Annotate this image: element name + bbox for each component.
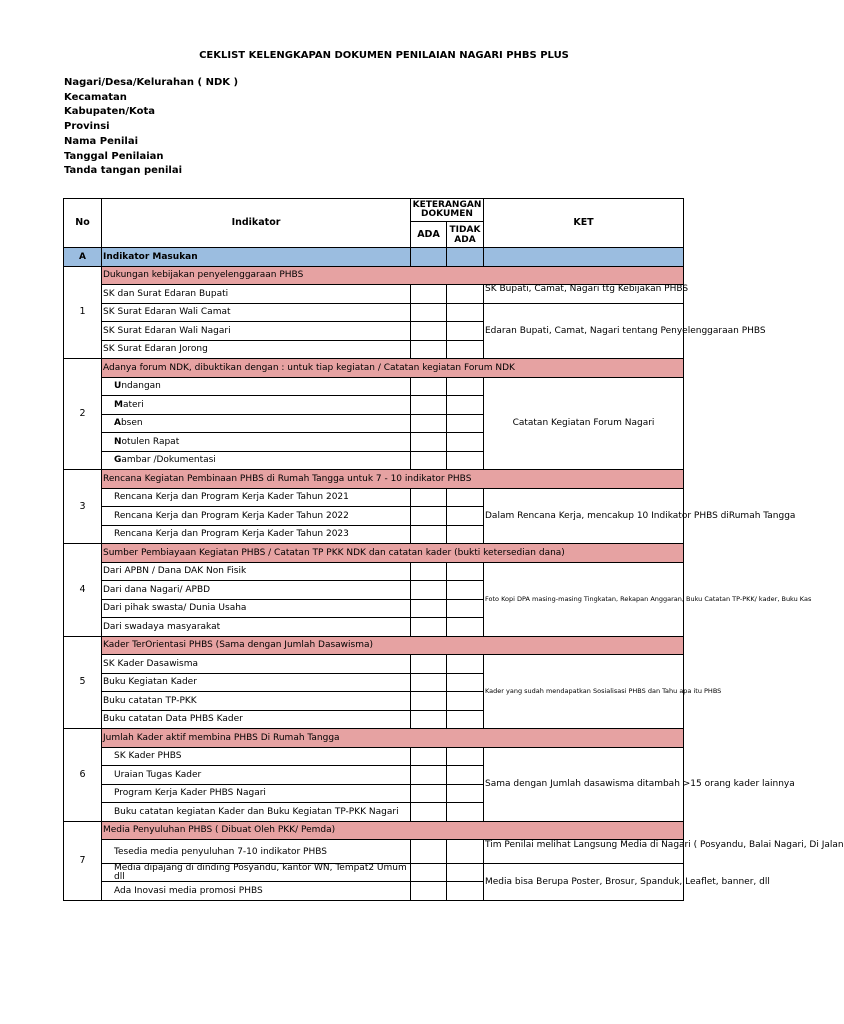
ada-checkbox-cell[interactable] [411, 507, 447, 526]
group-heading: Kader TerOrientasi PHBS (Sama dengan Jumlah Dasawisma) [102, 636, 684, 655]
table-row [64, 562, 684, 581]
indicator-item [102, 396, 411, 415]
group-heading: Jumlah Kader aktif membina PHBS Di Rumah Tangga [102, 729, 684, 748]
tidak-ada-checkbox-cell[interactable] [447, 882, 484, 901]
ada-checkbox-cell[interactable] [411, 340, 447, 359]
ada-checkbox-cell[interactable] [411, 303, 447, 322]
row-number: 5 [64, 636, 102, 729]
tidak-ada-checkbox-cell[interactable] [447, 377, 484, 396]
tidak-ada-checkbox-cell[interactable] [447, 414, 484, 433]
group-heading-row [64, 821, 684, 840]
table-row [64, 488, 684, 507]
ada-checkbox-cell[interactable] [411, 882, 447, 901]
table-row [64, 655, 684, 674]
indicator-item: SK Surat Edaran Jorong [102, 340, 411, 359]
tidak-ada-checkbox-cell[interactable] [447, 618, 484, 637]
indicator-item: Buku catatan TP-PKK [102, 692, 411, 711]
header-tidak-ada: TIDAK ADA [447, 222, 484, 248]
ada-checkbox-cell[interactable] [411, 451, 447, 470]
table-row [64, 840, 684, 864]
tidak-ada-checkbox-cell[interactable] [447, 525, 484, 544]
indicator-item: Rencana Kerja dan Program Kerja Kader Tahun 2022 [102, 507, 411, 526]
table-row [64, 864, 684, 882]
row-number: 4 [64, 544, 102, 637]
item-initial: N [114, 436, 122, 447]
indicator-item [102, 451, 411, 470]
row-number: 1 [64, 266, 102, 359]
indicator-item [102, 414, 411, 433]
tidak-ada-checkbox-cell[interactable] [447, 655, 484, 674]
ada-checkbox-cell[interactable] [411, 433, 447, 452]
indicator-item: Ada Inovasi media promosi PHBS [102, 882, 411, 901]
tidak-ada-checkbox-cell[interactable] [447, 784, 484, 803]
tidak-ada-checkbox-cell[interactable] [447, 451, 484, 470]
indicator-item: Media dipajang di dinding Posyandu, kantor WN, Tempat2 Umum dll [102, 864, 411, 882]
tidak-ada-checkbox-cell[interactable] [447, 692, 484, 711]
info-field-nama-penilai: Nama Penilai [64, 135, 139, 147]
tidak-ada-checkbox-cell[interactable] [447, 840, 484, 864]
indicator-item: Uraian Tugas Kader [102, 766, 411, 785]
checklist-table [63, 198, 844, 901]
ada-checkbox-cell[interactable] [411, 581, 447, 600]
info-field-tanggal: Tanggal Penilaian [64, 150, 164, 162]
ada-checkbox-cell[interactable] [411, 747, 447, 766]
tidak-ada-checkbox-cell[interactable] [447, 766, 484, 785]
section-code: A [64, 248, 102, 267]
indicator-item: Program Kerja Kader PHBS Nagari [102, 784, 411, 803]
table-row [64, 285, 684, 304]
tidak-ada-checkbox-cell[interactable] [447, 322, 484, 341]
tidak-ada-checkbox-cell[interactable] [447, 303, 484, 322]
indicator-item: Dari dana Nagari/ APBD [102, 581, 411, 600]
tidak-ada-checkbox-cell[interactable] [447, 562, 484, 581]
tidak-ada-checkbox-cell[interactable] [447, 747, 484, 766]
group-heading: Rencana Kegiatan Pembinaan PHBS di Rumah Tangga untuk 7 - 10 indikator PHBS [102, 470, 684, 489]
item-text: otulen Rapat [121, 436, 180, 447]
ada-checkbox-cell[interactable] [411, 784, 447, 803]
section-ket-cell [484, 248, 684, 267]
header-ket: KET [484, 199, 684, 248]
section-tidak-cell [447, 248, 484, 267]
section-label: Indikator Masukan [102, 248, 411, 267]
ada-checkbox-cell[interactable] [411, 414, 447, 433]
item-initial: U [114, 381, 122, 392]
indicator-item: SK Kader PHBS [102, 747, 411, 766]
ket-note: Kader yang sudah mendapatkan Sosialisasi PHBS dan Tahu apa itu PHBS [484, 655, 684, 729]
tidak-ada-checkbox-cell[interactable] [447, 340, 484, 359]
tidak-ada-checkbox-cell[interactable] [447, 433, 484, 452]
ada-checkbox-cell[interactable] [411, 864, 447, 882]
header-keterangan-dokumen: KETERANGAN DOKUMEN [411, 199, 484, 222]
ada-checkbox-cell[interactable] [411, 396, 447, 415]
ada-checkbox-cell[interactable] [411, 377, 447, 396]
indicator-item: Rencana Kerja dan Program Kerja Kader Tahun 2023 [102, 525, 411, 544]
indicator-item: Buku catatan kegiatan Kader dan Buku Kegiatan TP-PKK Nagari [102, 803, 411, 822]
ada-checkbox-cell[interactable] [411, 655, 447, 674]
info-field-kecamatan: Kecamatan [64, 91, 127, 103]
ada-checkbox-cell[interactable] [411, 840, 447, 864]
tidak-ada-checkbox-cell[interactable] [447, 673, 484, 692]
table-row [64, 377, 684, 396]
ket-note: Edaran Bupati, Camat, Nagari tentang Penyelenggaraan PHBS [484, 303, 684, 359]
indicator-item: Buku catatan Data PHBS Kader [102, 710, 411, 729]
item-initial: M [114, 399, 123, 410]
header-indikator: Indikator [102, 199, 411, 248]
section-row [64, 248, 684, 267]
ada-checkbox-cell[interactable] [411, 710, 447, 729]
ket-note: Dalam Rencana Kerja, mencakup 10 Indikator PHBS diRumah Tangga [484, 488, 684, 544]
indicator-item: Dari APBN / Dana DAK Non Fisik [102, 562, 411, 581]
group-heading-row [64, 729, 684, 748]
indicator-item [102, 377, 411, 396]
tidak-ada-checkbox-cell[interactable] [447, 581, 484, 600]
item-text: ateri [122, 399, 144, 410]
group-heading-row [64, 544, 684, 563]
tidak-ada-checkbox-cell[interactable] [447, 864, 484, 882]
tidak-ada-checkbox-cell[interactable] [447, 599, 484, 618]
indicator-item: SK dan Surat Edaran Bupati [102, 285, 411, 304]
group-heading: Media Penyuluhan PHBS ( Dibuat Oleh PKK/ Pemda) [102, 821, 684, 840]
ada-checkbox-cell[interactable] [411, 692, 447, 711]
ket-note: Media bisa Berupa Poster, Brosur, Spanduk, Leaflet, banner, dll [484, 864, 684, 901]
item-text: ambar /Dokumentasi [121, 455, 216, 466]
item-text: ndangan [121, 381, 161, 392]
ket-note: Tim Penilai melihat Langsung Media di Nagari ( Posyandu, Balai Nagari, Di Jalan [484, 840, 684, 864]
ada-checkbox-cell[interactable] [411, 562, 447, 581]
group-heading: Dukungan kebijakan penyelenggaraan PHBS [102, 266, 684, 285]
ada-checkbox-cell[interactable] [411, 599, 447, 618]
indicator-item: Buku Kegiatan Kader [102, 673, 411, 692]
header-ada: ADA [411, 222, 447, 248]
info-field-nagari: Nagari/Desa/Kelurahan ( NDK ) [64, 77, 239, 88]
row-number: 7 [64, 821, 102, 900]
tidak-ada-checkbox-cell[interactable] [447, 803, 484, 822]
tidak-ada-checkbox-cell[interactable] [447, 285, 484, 304]
indicator-item: SK Surat Edaran Wali Camat [102, 303, 411, 322]
ket-note: SK Bupati, Camat, Nagari ttg Kebijakan PHBS [484, 285, 684, 304]
group-heading-row [64, 359, 684, 378]
indicator-item: SK Kader Dasawisma [102, 655, 411, 674]
indicator-item [102, 433, 411, 452]
tidak-ada-checkbox-cell[interactable] [447, 488, 484, 507]
ket-note: Sama dengan Jumlah dasawisma ditambah >15 orang kader lainnya [484, 747, 684, 821]
info-fields [64, 76, 238, 179]
ada-checkbox-cell[interactable] [411, 488, 447, 507]
ada-checkbox-cell[interactable] [411, 803, 447, 822]
group-heading: Adanya forum NDK, dibuktikan dengan : untuk tiap kegiatan / Catatan kegiatan Forum NDK [102, 359, 684, 378]
table-row [64, 303, 684, 322]
row-number: 2 [64, 359, 102, 470]
info-field-provinsi: Provinsi [64, 121, 110, 133]
tidak-ada-checkbox-cell[interactable] [447, 507, 484, 526]
indicator-item: Tesedia media penyuluhan 7-10 indikator PHBS [102, 840, 411, 864]
item-initial: A [114, 418, 121, 429]
row-number: 6 [64, 729, 102, 822]
item-initial: G [114, 455, 122, 466]
ada-checkbox-cell[interactable] [411, 766, 447, 785]
group-heading-row [64, 636, 684, 655]
ada-checkbox-cell[interactable] [411, 673, 447, 692]
group-heading: Sumber Pembiayaan Kegiatan PHBS / Catatan TP PKK NDK dan catatan kader (bukti ketersedian dana) [102, 544, 684, 563]
indicator-item: Dari swadaya masyarakat [102, 618, 411, 637]
info-field-kabupaten: Kabupaten/Kota [64, 106, 155, 118]
ket-note: Foto Kopi DPA masing-masing Tingkatan, Rekapan Anggaran, Buku Catatan TP-PKK/ kader, Buku Kas [484, 562, 684, 636]
group-heading-row [64, 266, 684, 285]
ket-note: Catatan Kegiatan Forum Nagari [484, 377, 684, 470]
info-field-tanda-tangan: Tanda tangan penilai [64, 165, 183, 177]
ada-checkbox-cell[interactable] [411, 285, 447, 304]
group-heading-row [64, 470, 684, 489]
ada-checkbox-cell[interactable] [411, 322, 447, 341]
tidak-ada-checkbox-cell[interactable] [447, 710, 484, 729]
item-text: bsen [120, 418, 143, 429]
header-no: No [64, 199, 102, 248]
ada-checkbox-cell[interactable] [411, 618, 447, 637]
indicator-item: Dari pihak swasta/ Dunia Usaha [102, 599, 411, 618]
document-title: CEKLIST KELENGKAPAN DOKUMEN PENILAIAN NAGARI PHBS PLUS [199, 50, 569, 61]
tidak-ada-checkbox-cell[interactable] [447, 396, 484, 415]
table-row [64, 747, 684, 766]
section-ada-cell [411, 248, 447, 267]
indicator-item: Rencana Kerja dan Program Kerja Kader Tahun 2021 [102, 488, 411, 507]
row-number: 3 [64, 470, 102, 544]
indicator-item: SK Surat Edaran Wali Nagari [102, 322, 411, 341]
ada-checkbox-cell[interactable] [411, 525, 447, 544]
